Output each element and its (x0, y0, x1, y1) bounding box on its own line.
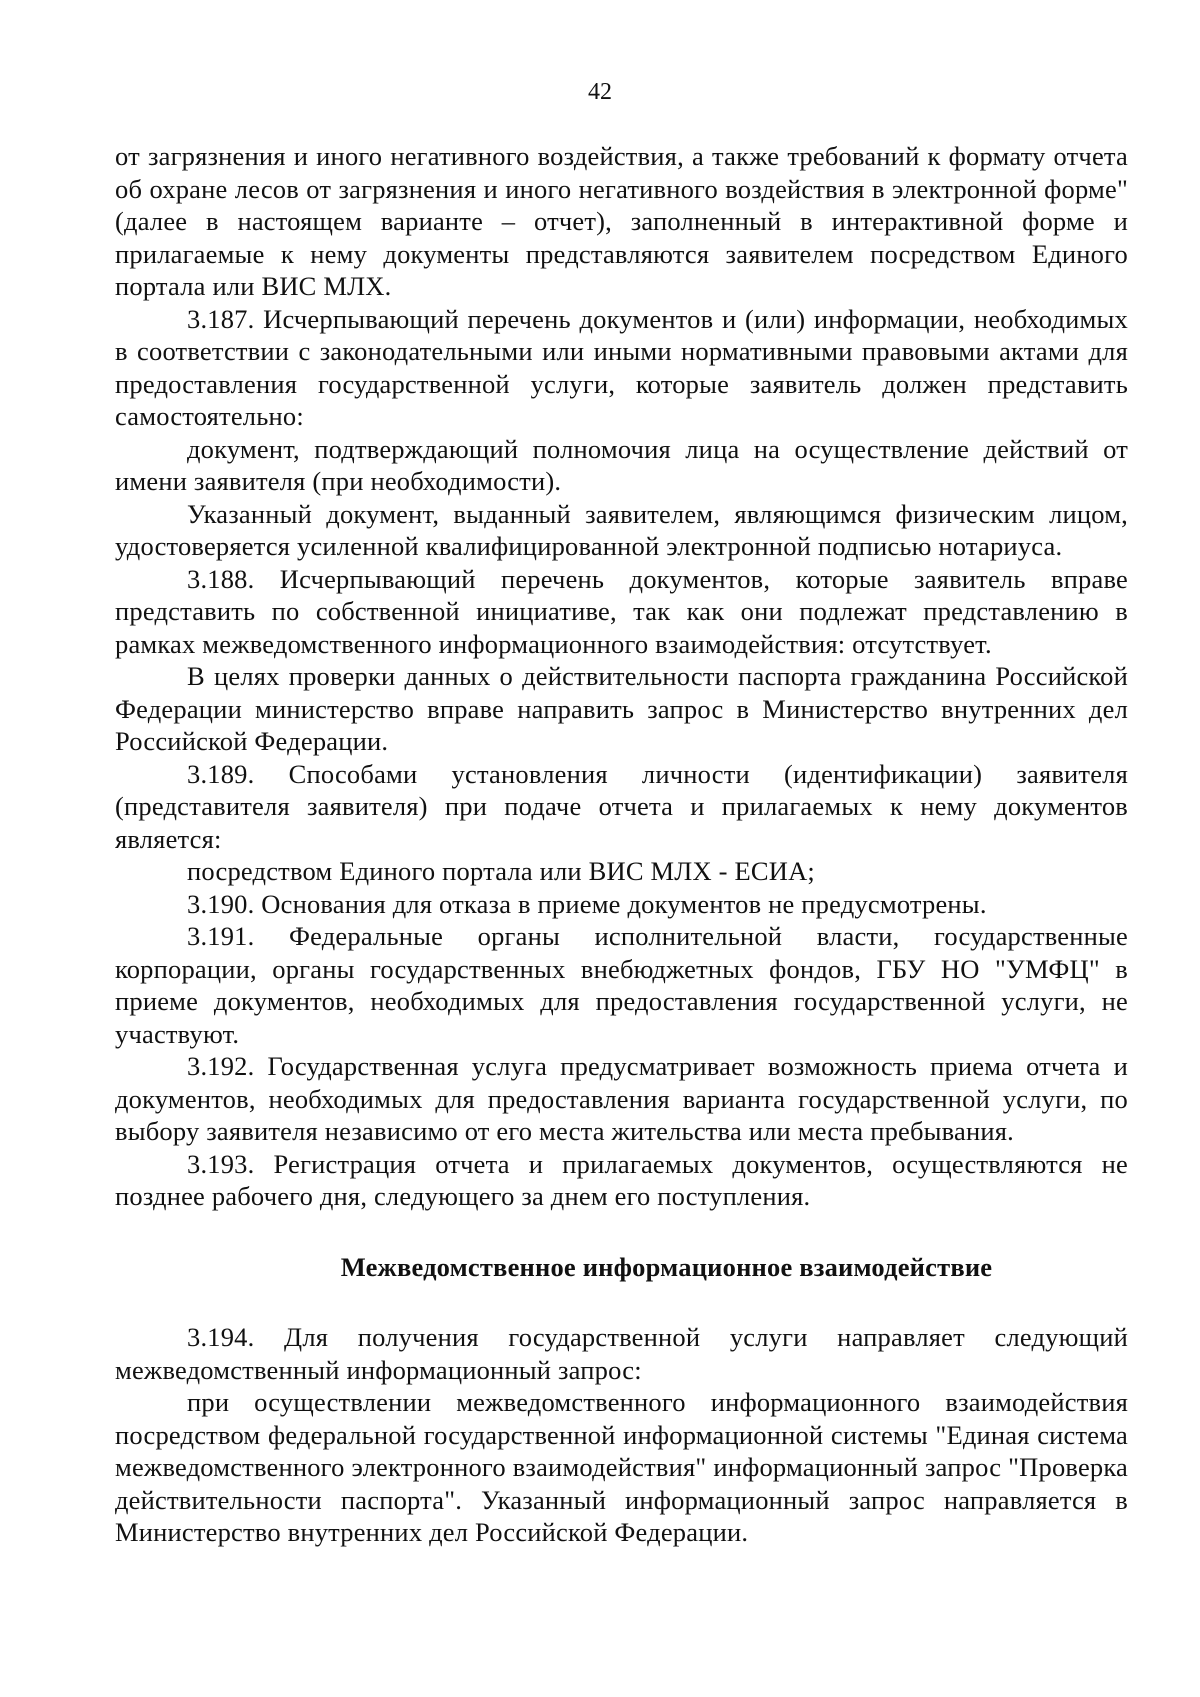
paragraph-3-193: 3.193. Регистрация отчета и прилагаемых документов, осуществляются не позднее рабочего дня, следующего за днем его поступления. (115, 1148, 1128, 1211)
paragraph-3-191: 3.191. Федеральные органы исполнительной власти, государственные корпорации, органы государственных внебюджетных фондов, ГБУ НО "УМФЦ" в приеме документов, необходимых для предоставления государственной услуги, не участвуют. (115, 921, 1128, 1049)
paragraph-3-189: 3.189. Способами установления личности (идентификации) заявителя (представителя заявителя) при подаче отчета и прилагаемых к нему документов является: (115, 758, 1128, 854)
paragraph-authority-document: документ, подтверждающий полномочия лица на осуществление действий от имени заявителя (при необходимости). (115, 433, 1128, 496)
paragraph-3-192: 3.192. Государственная услуга предусматривает возможность приема отчета и документов, необходимых для предоставления варианта государственной услуги, по выбору заявителя независимо от его места жительства или места пребывания. (115, 1051, 1128, 1146)
paragraph-3-188: 3.188. Исчерпывающий перечень документов, которые заявитель вправе представить по собственной инициативе, так как они подлежат представлению в рамках межведомственного информационного взаимодействия: отсутствует. (115, 563, 1128, 659)
paragraph-3-194: 3.194. Для получения государственной услуги направляет следующий межведомственный информационный запрос: (115, 1322, 1128, 1385)
paragraph-esia: посредством Единого портала или ВИС МЛХ - ЕСИА; (187, 856, 815, 886)
paragraph-notary-signature: Указанный документ, выданный заявителем, являющимся физическим лицом, удостоверяется усиленной квалифицированной электронной подписью нотариуса. (115, 498, 1128, 561)
paragraph-passport-check: В целях проверки данных о действительности паспорта гражданина Российской Федерации министерство вправе направить запрос в Министерство внутренних дел Российской Федерации. (115, 661, 1128, 756)
page-number: 42 (588, 79, 612, 105)
paragraph-3-190: 3.190. Основания для отказа в приеме документов не предусмотрены. (187, 888, 987, 919)
section-heading: Межведомственное информационное взаимодействие (340, 1251, 993, 1282)
paragraph-continuation: от загрязнения и иного негативного воздействия, а также требований к формату отчета об охране лесов от загрязнения и иного негативного воздействия в электронной форме" (далее в настоящем варианте – отчет), заполненный в интерактивной форме и прилагаемые к нему документы представляются заявителем посредством Единого портала или ВИС МЛХ. (115, 141, 1128, 301)
document-body (115, 140, 1128, 1549)
paragraph-3-187: 3.187. Исчерпывающий перечень документов и (или) информации, необходимых в соответствии с законодательными или иными нормативными правовыми актами для предоставления государственной услуги, которые заявитель должен представить самостоятельно: (115, 303, 1128, 431)
paragraph-smev-request: при осуществлении межведомственного информационного взаимодействия посредством федеральной государственной информационной системы "Единая система межведомственного электронного взаимодействия" информационный запрос "Проверка действительности паспорта". Указанный информационный запрос направляется в Министерство внутренних дел Российской Федерации. (115, 1387, 1128, 1547)
